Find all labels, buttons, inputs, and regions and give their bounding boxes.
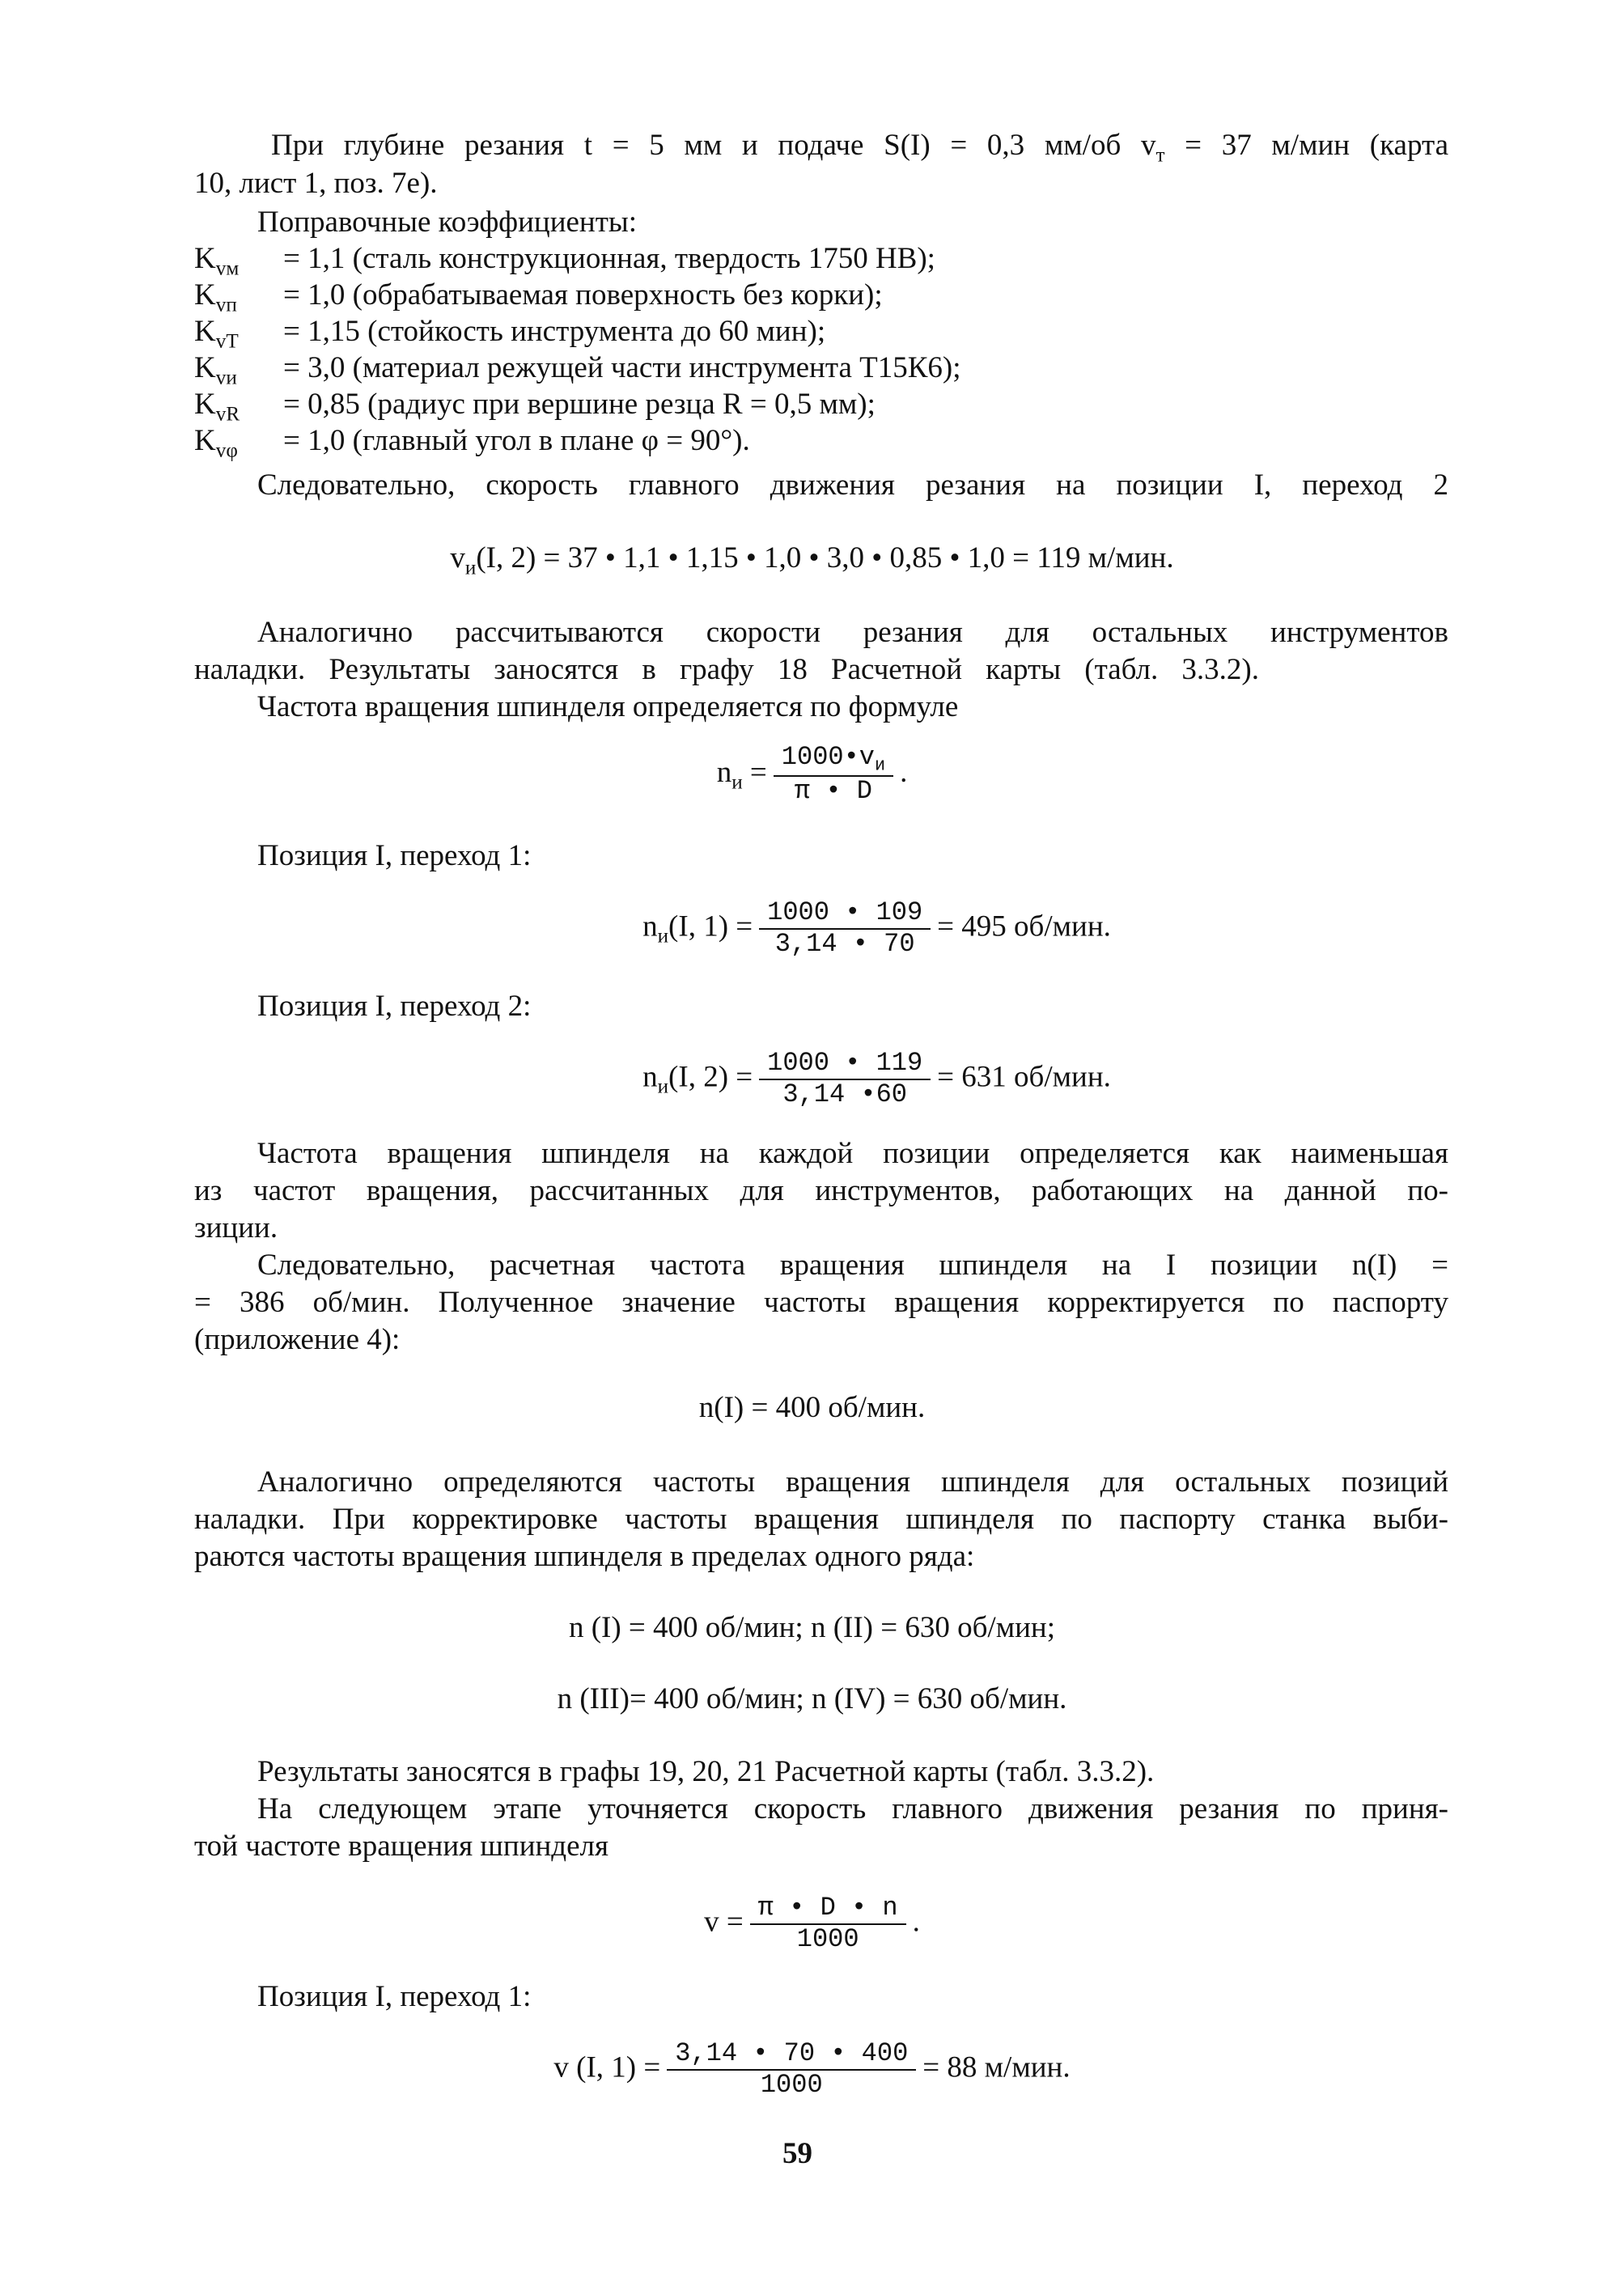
formula-result: = 88 м/мин. <box>922 2050 1071 2084</box>
formula-rhs: (I, 2) = 37 • 1,1 • 1,15 • 1,0 • 3,0 • 0,85 • 1,0 = 119 м/мин. <box>476 541 1174 575</box>
coef-sub: vТ <box>215 330 239 353</box>
numerator-sub: и <box>875 755 886 776</box>
formula-lhs: v = <box>704 1905 744 1939</box>
para6-line-3: той частоте вращения шпинделя <box>194 1830 609 1863</box>
formula-lhs: n <box>716 756 732 790</box>
fraction-denominator: 3,14 • 70 <box>774 928 915 959</box>
para5-line-2: наладки. При корректировке частоты вращения шпинделя по паспорту станка выби- <box>194 1503 1448 1536</box>
formula-result: = 631 об/мин. <box>937 1060 1111 1094</box>
rpm-line-2: n (III)= 400 об/мин; n (IV) = 630 об/мин. <box>557 1682 1067 1715</box>
fraction-denominator: 1000 <box>760 2069 823 2100</box>
speed-formula <box>0 541 1624 581</box>
coef-symbol: K <box>194 315 216 348</box>
intro-line-2: 10, лист 1, поз. 7е). <box>194 167 438 200</box>
para2-line-1: Аналогично рассчитываются скорости резания для остальных инструментов <box>257 616 1448 649</box>
fraction-denominator: 1000 <box>796 1923 859 1954</box>
coef-row <box>194 278 883 318</box>
formula-lhs: n <box>642 910 658 943</box>
formula-sub: и <box>731 771 743 794</box>
coef-symbol: K <box>194 242 216 275</box>
para3-line-1: Частота вращения шпинделя на каждой позиции определяется как наименьшая <box>257 1137 1448 1170</box>
coef-text: = 1,1 (сталь конструкционная, твердость 1750 HB); <box>283 242 935 275</box>
para4-line-1: Следовательно, расчетная частота вращения шпинделя на I позиции n(I) = <box>257 1249 1448 1282</box>
fraction <box>759 898 931 960</box>
coef-row <box>194 241 935 282</box>
rpm-line-1: n (I) = 400 об/мин; n (II) = 630 об/мин; <box>568 1611 1056 1644</box>
formula-arg: (I, 1) = <box>668 910 753 943</box>
fraction <box>750 1893 906 1955</box>
para3-line-2: из частот вращения, рассчитанных для инструментов, работающих на данной по- <box>194 1174 1448 1207</box>
formula-lhs: v <box>450 541 465 575</box>
para6-line-1: Результаты заносятся в графы 19, 20, 21 Расчетной карты (табл. 3.3.2). <box>257 1755 1155 1788</box>
coef-sub: vφ <box>215 439 238 462</box>
coef-sub: vп <box>215 294 237 316</box>
coef-sub: vR <box>215 403 240 426</box>
fraction <box>667 2039 916 2101</box>
fraction-denominator: π • D <box>794 776 872 807</box>
coef-text: = 1,15 (стойкость инструмента до 60 мин); <box>283 315 826 348</box>
formula-sub: и <box>464 557 477 579</box>
para5-line-3: раются частоты вращения шпинделя в пределах одного ряда: <box>194 1540 975 1573</box>
para2-line-3: Частота вращения шпинделя определяется по формуле <box>257 690 959 723</box>
speed-line: Следовательно, скорость главного движения резания на позиции I, переход 2 <box>257 469 1448 502</box>
coef-row <box>194 387 876 427</box>
coef-text: = 0,85 (радиус при вершине резца R = 0,5 мм); <box>283 388 876 421</box>
pos3-label: Позиция I, переход 1: <box>257 1980 532 2013</box>
formula-sub: и <box>657 925 669 948</box>
intro-tail: = 37 м/мин (карта <box>1164 129 1448 162</box>
fraction-numerator: 1000•v <box>781 742 875 772</box>
pos2-formula <box>65 1049 1624 1110</box>
intro-sub: т <box>1155 144 1165 167</box>
fraction-numerator: 3,14 • 70 • 400 <box>667 2039 916 2071</box>
para3-line-3: зиции. <box>194 1211 278 1245</box>
coef-text: = 1,0 (обрабатываемая поверхность без корки); <box>283 278 883 312</box>
coef-sub: vм <box>215 257 240 280</box>
intro-text: При глубине резания t = 5 мм и подаче S(I) = 0,3 мм/об v <box>271 129 1156 162</box>
formula-arg: (I, 2) = <box>668 1060 753 1094</box>
pos2-label: Позиция I, переход 2: <box>257 990 532 1023</box>
coef-row <box>194 423 750 464</box>
coef-symbol: K <box>194 351 216 384</box>
coef-symbol: K <box>194 424 216 457</box>
coef-row <box>194 314 825 354</box>
para6-line-2: На следующем этапе уточняется скорость главного движения резания по приня- <box>257 1792 1448 1825</box>
coef-text: = 1,0 (главный угол в плане φ = 90°). <box>283 424 750 457</box>
intro-line-1 <box>271 128 1448 168</box>
coef-row <box>194 350 961 391</box>
fraction-numerator: 1000 • 119 <box>759 1049 931 1080</box>
pos3-formula <box>0 2039 1624 2101</box>
para4-line-3: (приложение 4): <box>194 1323 401 1356</box>
formula-v: v = $\frac{\pi • D • n}{1000}$ . <box>704 1893 920 1954</box>
page-number: 59 <box>782 2137 812 2170</box>
coef-symbol: K <box>194 388 216 421</box>
para2-line-2: наладки. Результаты заносятся в графу 18 Расчетной карты (табл. 3.3.2). <box>194 653 1259 686</box>
formula-result: = 495 об/мин. <box>937 910 1111 943</box>
fraction-denominator: 3,14 •60 <box>782 1079 907 1109</box>
pos1-formula <box>65 898 1624 960</box>
corrections-title: Поправочные коэффициенты: <box>257 206 638 239</box>
para5-line-1: Аналогично определяются частоты вращения шпинделя для остальных позиций <box>257 1465 1448 1499</box>
formula-sub: и <box>657 1075 669 1098</box>
formula-n: $n_и$ = $\frac{1000•v_и}{\pi • D}$ . <box>716 742 908 807</box>
fraction <box>774 743 893 807</box>
coef-symbol: K <box>194 278 216 312</box>
fraction-numerator: π • D • n <box>750 1893 906 1925</box>
para4-line-2: = 386 об/мин. Полученное значение частоты вращения корректируется по паспорту <box>194 1286 1448 1319</box>
formula-lhs: n <box>642 1060 658 1094</box>
para4-formula: n(I) = 400 об/мин. <box>698 1391 926 1424</box>
coef-sub: vи <box>215 367 237 389</box>
formula-lhs: v (I, 1) = <box>553 2050 661 2084</box>
pos1-label: Позиция I, переход 1: <box>257 839 532 872</box>
coef-text: = 3,0 (материал режущей части инструмента Т15К6); <box>283 351 961 384</box>
fraction <box>759 1049 931 1110</box>
fraction-numerator: 1000 • 109 <box>759 898 931 930</box>
